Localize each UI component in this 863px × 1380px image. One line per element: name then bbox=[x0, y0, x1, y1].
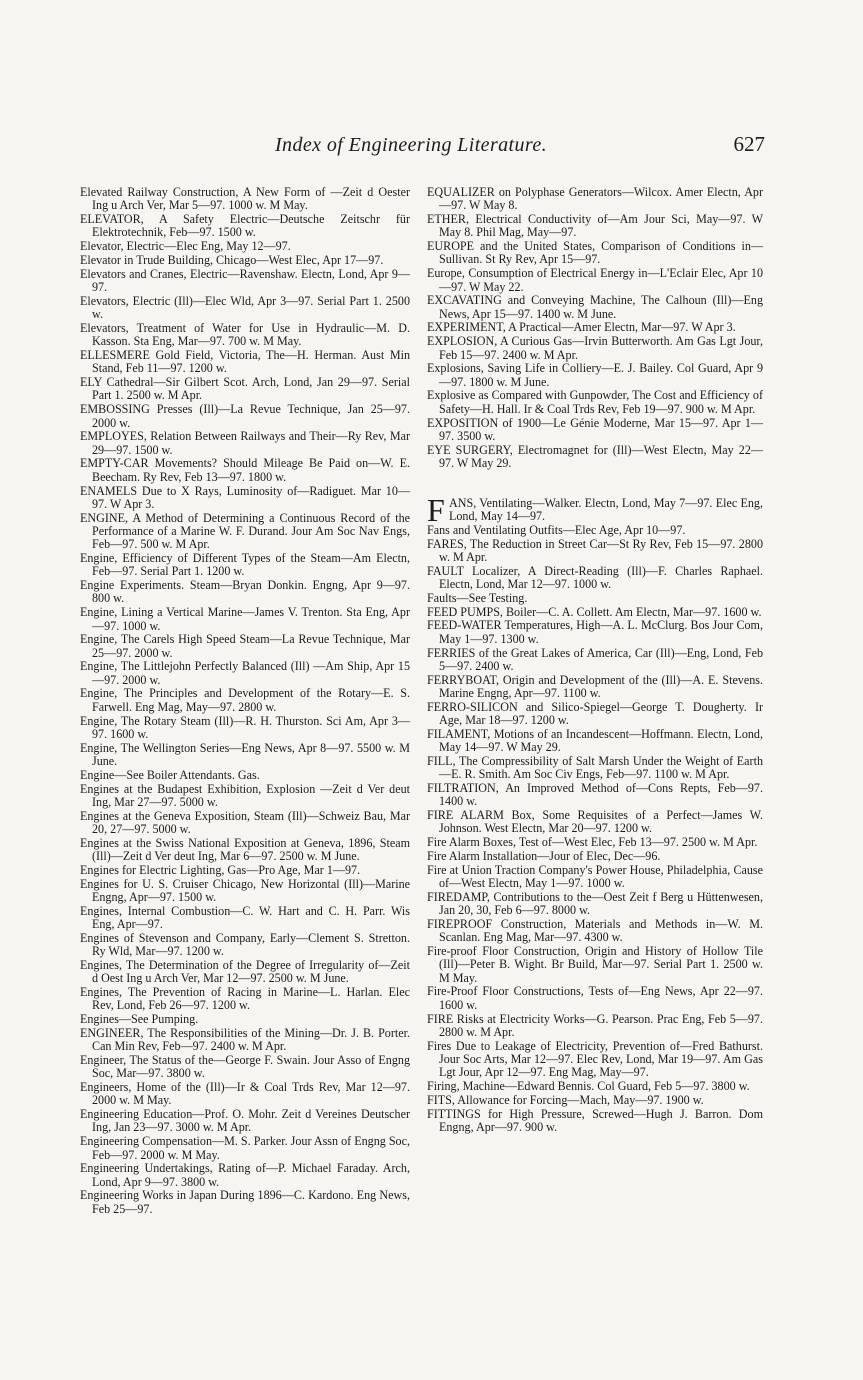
index-entry: Explosive as Compared with Gunpowder, The Cost and Efficiency of Safety—H. Hall. Ir & Coal Trds Rev, Feb 19—97. 900 w. M Apr. bbox=[427, 388, 763, 416]
index-entry: FITTINGS for High Pressure, Screwed—Hugh J. Barron. Dom Engng, Apr—97. 900 w. bbox=[427, 1106, 763, 1134]
index-entry: Engines, The Prevention of Racing in Marine—L. Harlan. Elec Rev, Lond, Feb 26—97. 1200 w. bbox=[80, 985, 410, 1013]
index-entry: Engine, The Littlejohn Perfectly Balanced (Ill) —Am Ship, Apr 15—97. 2000 w. bbox=[80, 659, 410, 687]
right-column bbox=[427, 186, 763, 1135]
index-entry: FEED PUMPS, Boiler—C. A. Collett. Am Electn, Mar—97. 1600 w. bbox=[427, 604, 762, 619]
index-entry: FILAMENT, Motions of an Incandescent—Hoffmann. Electn, Lond, May 14—97. W May 29. bbox=[427, 726, 763, 755]
index-entry: Elevators, Treatment of Water for Use in Hydraulic—M. D. Kasson. Sta Eng, Mar—97. 700 w. M May. bbox=[80, 320, 410, 349]
index-entry: FARES, The Reduction in Street Car—St Ry Rev, Feb 15—97. 2800 w. M Apr. bbox=[427, 536, 763, 564]
index-entry: Fire-proof Floor Construction, Origin and History of Hollow Tile (Ill)—Peter B. Wight. Br Build, Mar—97. Serial Part 1. 2500 w. M May. bbox=[427, 944, 763, 985]
index-entry: FERRYBOAT, Origin and Development of the (Ill)—A. E. Stevens. Marine Engng, Apr—97. 1100 w. bbox=[427, 672, 763, 700]
index-entry: Engineering Education—Prof. O. Mohr. Zeit d Vereines Deutscher Ing, Jan 23—97. 3000 w. M Apr. bbox=[80, 1107, 410, 1135]
index-entry: Engine Experiments. Steam—Bryan Donkin. Engng, Apr 9—97. 800 w. bbox=[80, 578, 410, 606]
index-entry: FIREPROOF Construction, Materials and Methods in—W. M. Scanlan. Eng Mag, Mar—97. 4300 w. bbox=[427, 916, 763, 945]
page-header bbox=[80, 130, 765, 164]
index-entry: FIRE Risks at Electricity Works—G. Pearson. Prac Eng, Feb 5—97. 2800 w. M Apr. bbox=[427, 1011, 763, 1039]
index-entry: EMPLOYES, Relation Between Railways and Their—Ry Rev, Mar 29—97. 1500 w. bbox=[80, 429, 410, 457]
index-entry: Engine, The Rotary Steam (Ill)—R. H. Thurston. Sci Am, Apr 3—97. 1600 w. bbox=[80, 713, 410, 741]
index-entry: EXCAVATING and Conveying Machine, The Calhoun (Ill)—Eng News, Apr 15—97. 1400 w. M June. bbox=[427, 293, 763, 321]
index-entry: Engines at the Geneva Exposition, Steam (Ill)—Schweiz Bau, Mar 20, 27—97. 5000 w. bbox=[80, 808, 410, 836]
dropcap-letter: F bbox=[427, 491, 445, 528]
index-entry: Fans and Ventilating Outfits—Elec Age, Apr 10—97. bbox=[427, 522, 686, 537]
index-entry: FIREDAMP, Contributions to the—Oest Zeit f Berg u Hüttenwesen, Jan 20, 30, Feb 6—97. 8000 w. bbox=[427, 889, 763, 918]
index-entry: EXPLOSION, A Curious Gas—Irvin Butterworth. Am Gas Lgt Jour, Feb 15—97. 2400 w. M Apr. bbox=[427, 334, 763, 362]
index-entry: FIRE ALARM Box, Some Requisites of a Perfect—James W. Johnson. West Electn, Mar 20—97. 1200 w. bbox=[427, 808, 763, 836]
index-entry: Elevator, Electric—Elec Eng, May 12—97. bbox=[80, 239, 291, 254]
index-entry: Faults—See Testing. bbox=[427, 590, 528, 605]
page-number: 627 bbox=[733, 132, 765, 156]
index-entry: Elevated Railway Construction, A New Form of —Zeit d Oester Ing u Arch Ver, Mar 5—97. 1000 w. M May. bbox=[80, 185, 410, 213]
index-entry: ELY Cathedral—Sir Gilbert Scot. Arch, Lond, Jan 29—97. Serial Part 1. 2500 w. M Apr. bbox=[80, 375, 410, 403]
left-column bbox=[80, 186, 410, 1217]
section-gap bbox=[427, 471, 763, 497]
f-section-first-entry bbox=[427, 491, 763, 528]
index-entry: ELEVATOR, A Safety Electric—Deutsche Zeitschr für Elektrotechnik, Feb—97. 1500 w. bbox=[80, 212, 410, 240]
index-entry: FILTRATION, An Improved Method of—Cons Repts, Feb—97. 1400 w. bbox=[427, 780, 763, 809]
index-entry: Engine, Efficiency of Different Types of the Steam—Am Electn, Feb—97. Serial Part 1. 1200 w. bbox=[80, 551, 410, 579]
index-entry: Engines for Electric Lighting, Gas—Pro Age, Mar 1—97. bbox=[80, 862, 361, 877]
index-entry: ENAMELS Due to X Rays, Luminosity of—Radiguet. Mar 10—97. W Apr 3. bbox=[80, 483, 410, 511]
index-entry: Engines—See Pumping. bbox=[80, 1012, 199, 1027]
index-entry: EYE SURGERY, Electromagnet for (Ill)—West Electn, May 22—97. W May 29. bbox=[427, 442, 763, 470]
index-entry: Engine, The Carels High Speed Steam—La Revue Technique, Mar 25—97. 2000 w. bbox=[80, 632, 410, 660]
index-entry: Elevators and Cranes, Electric—Ravenshaw. Electn, Lond, Apr 9—97. bbox=[80, 266, 410, 295]
index-entry: Fire Alarm Boxes, Test of—West Elec, Feb 13—97. 2500 w. M Apr. bbox=[427, 835, 758, 850]
index-entry: ELLESMERE Gold Field, Victoria, The—H. Herman. Aust Min Stand, Feb 11—97. 1200 w. bbox=[80, 348, 410, 376]
entry-text: ANS, Ventilating—Walker. Electn, Lond, May 7—97. Elec Eng, Lond, May 14—97. bbox=[449, 495, 763, 524]
index-entry: FERRO-SILICON and Silico-Spiegel—George T. Dougherty. Ir Age, Mar 18—97. 1200 w. bbox=[427, 699, 763, 727]
index-entry: Engines at the Swiss National Exposition at Geneva, 1896, Steam (Ill)—Zeit d Ver deut Ing, Mar 6—97. 2500 w. M June. bbox=[80, 835, 410, 864]
index-entry: EMPTY-CAR Movements? Should Mileage Be Paid on—W. E. Beecham. Ry Rev, Feb 13—97. 1800 w. bbox=[80, 456, 410, 484]
index-entry: EUROPE and the United States, Comparison of Conditions in—Sullivan. St Ry Rev, Apr 15—97. bbox=[427, 239, 763, 267]
index-entry: Engine—See Boiler Attendants. Gas. bbox=[80, 767, 260, 782]
index-entry: Fires Due to Leakage of Electricity, Prevention of—Fred Bathurst. Jour Soc Arts, Mar 12—97. Elec Rev, Lond, Mar 19—97. Am Gas Lgt Jour, Apr 12—97. Eng Mag, May—97. bbox=[427, 1038, 763, 1080]
index-entry: Elevator in Trude Building, Chicago—West Elec, Apr 17—97. bbox=[80, 252, 384, 267]
index-entry: ENGINE, A Method of Determining a Continuous Record of the Performance of a Marine W. F. Durand. Jour Am Soc Nav Engs, Feb—97. 500 w. M Apr. bbox=[80, 510, 410, 552]
index-entry: Engines, The Determination of the Degree of Irregularity of—Zeit d Oest Ing u Arch Ver, Mar 12—97. 2500 w. M June. bbox=[80, 957, 410, 986]
index-entry: Engines of Stevenson and Company, Early—Clement S. Stretton. Ry Wld, Mar—97. 1200 w. bbox=[80, 930, 410, 959]
index-entry: Fire at Union Traction Company's Power House, Philadelphia, Cause of—West Electn, May 1—97. 1000 w. bbox=[427, 862, 763, 891]
index-entry: Engineers, Home of the (Ill)—Ir & Coal Trds Rev, Mar 12—97. 2000 w. M May. bbox=[80, 1080, 410, 1108]
index-entry: ENGINEER, The Responsibilities of the Mining—Dr. J. B. Porter. Can Min Rev, Feb—97. 2400 w. M Apr. bbox=[80, 1025, 410, 1054]
index-entry: EXPERIMENT, A Practical—Amer Electn, Mar—97. W Apr 3. bbox=[427, 320, 736, 335]
index-entry: Explosions, Saving Life in Colliery—E. J. Bailey. Col Guard, Apr 9—97. 1800 w. M June. bbox=[427, 361, 763, 389]
index-entry: Engine, Lining a Vertical Marine—James V. Trenton. Sta Eng, Apr—97. 1000 w. bbox=[80, 605, 410, 633]
index-entry: FAULT Localizer, A Direct-Reading (Ill)—F. Charles Raphael. Electn, Lond, Mar 12—97. 1000 w. bbox=[427, 563, 763, 592]
index-entry: Engineering Works in Japan During 1896—C. Kardono. Eng News, Feb 25—97. bbox=[80, 1188, 410, 1216]
index-entry: Elevators, Electric (Ill)—Elec Wld, Apr 3—97. Serial Part 1. 2500 w. bbox=[80, 293, 410, 322]
index-entry: FILL, The Compressibility of Salt Marsh Under the Weight of Earth—E. R. Smith. Am Soc Civ Engs, Feb—97. 1100 w. M Apr. bbox=[427, 753, 763, 782]
index-entry: Europe, Consumption of Electrical Energy in—L'Eclair Elec, Apr 10—97. W May 22. bbox=[427, 266, 763, 294]
index-entry: EXPOSITION of 1900—Le Génie Moderne, Mar 15—97. Apr 1—97. 3500 w. bbox=[427, 415, 763, 443]
index-entry: EQUALIZER on Polyphase Generators—Wilcox. Amer Electn, Apr—97. W May 8. bbox=[427, 185, 763, 213]
index-entry: EMBOSSING Presses (Ill)—La Revue Technique, Jan 25—97. 2000 w. bbox=[80, 402, 410, 430]
index-entry: Engine, The Wellington Series—Eng News, Apr 8—97. 5500 w. M June. bbox=[80, 740, 410, 768]
index-entry: Engine, The Principles and Development of the Rotary—E. S. Farwell. Eng Mag, May—97. 2800 w. bbox=[80, 686, 410, 714]
f-entries bbox=[427, 524, 763, 1134]
index-entry: Engines, Internal Combustion—C. W. Hart and C. H. Parr. Wis Eng, Apr—97. bbox=[80, 903, 410, 932]
index-entry: Engineering Undertakings, Rating of—P. Michael Faraday. Arch, Lond, Apr 9—97. 3800 w. bbox=[80, 1161, 410, 1189]
index-entry: FITS, Allowance for Forcing—Mach, May—97. 1900 w. bbox=[427, 1092, 704, 1107]
e-entries-continued bbox=[427, 186, 763, 470]
index-entry: Fire-Proof Floor Constructions, Tests of—Eng News, Apr 22—97. 1600 w. bbox=[427, 984, 763, 1012]
index-entry: Engines for U. S. Cruiser Chicago, New Horizontal (Ill)—Marine Engng, Apr—97. 1500 w. bbox=[80, 876, 410, 904]
index-entry: FERRIES of the Great Lakes of America, Car (Ill)—Eng, Lond, Feb 5—97. 2400 w. bbox=[427, 645, 763, 673]
index-entry: Engineer, The Status of the—George F. Swain. Jour Asso of Engng Soc, Mar—97. 3800 w. bbox=[80, 1053, 410, 1081]
index-entry: ETHER, Electrical Conductivity of—Am Jour Sci, May—97. W May 8. Phil Mag, May—97. bbox=[427, 212, 763, 240]
index-entry: Engines at the Budapest Exhibition, Explosion —Zeit d Ver deut Ing, Mar 27—97. 5000 w. bbox=[80, 781, 410, 809]
index-entry: Firing, Machine—Edward Bennis. Col Guard, Feb 5—97. 3800 w. bbox=[427, 1079, 750, 1093]
running-title: Index of Engineering Literature. bbox=[275, 134, 548, 156]
index-entry: Engineering Compensation—M. S. Parker. Jour Assn of Engng Soc, Feb—97. 2000 w. M May. bbox=[80, 1134, 410, 1162]
index-entry: FEED-WATER Temperatures, High—A. L. McClurg. Bos Jour Com, May 1—97. 1300 w. bbox=[427, 618, 763, 646]
index-entry: Fire Alarm Installation—Jour of Elec, Dec—96. bbox=[427, 848, 661, 863]
